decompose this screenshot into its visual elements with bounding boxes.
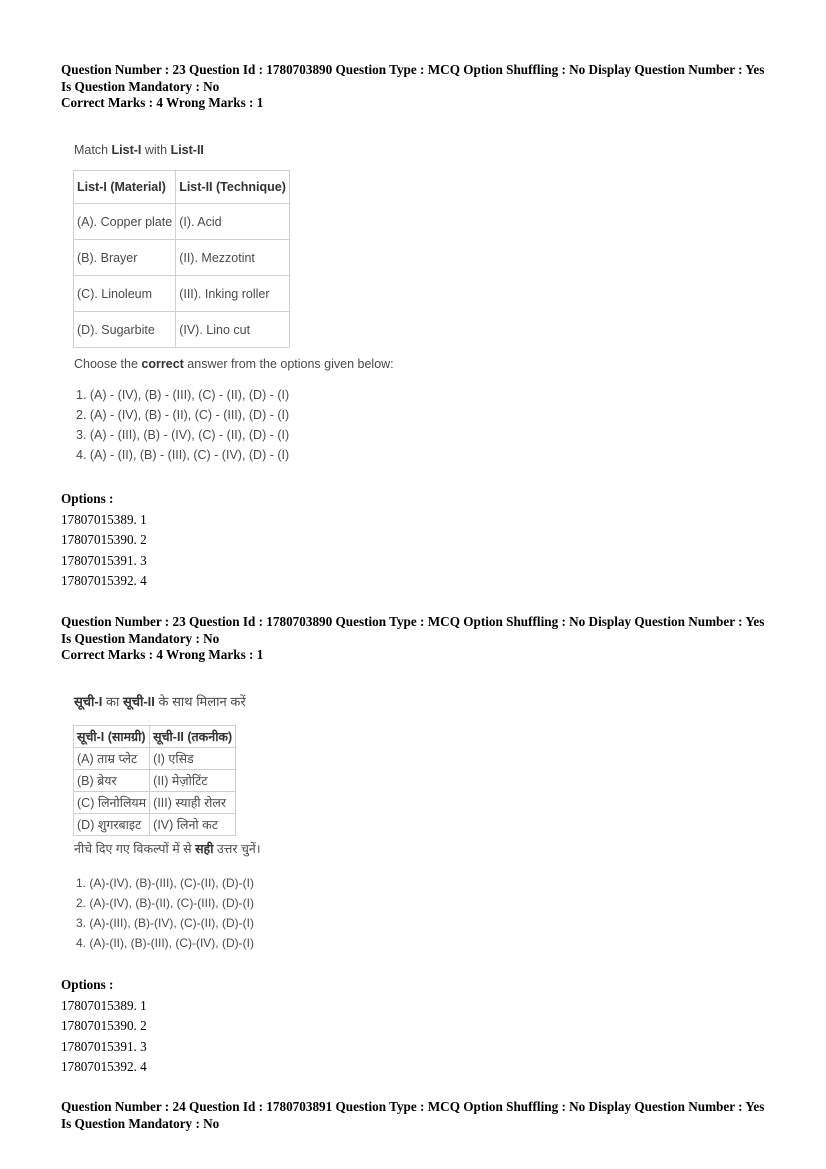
answer-choice: 3. (A) - (III), (B) - (IV), (C) - (II), (D) - (I) — [76, 428, 290, 442]
match-table — [73, 170, 290, 348]
table-row — [74, 814, 236, 836]
question-meta-line: Question Number : 24 Question Id : 1780703891 Question Type : MCQ Option Shuffling : No Display Question Number : Yes — [61, 1099, 765, 1114]
answer-choices — [76, 873, 254, 953]
table-cell: (III) स्याही रोलर — [150, 792, 236, 814]
match-table — [73, 725, 236, 836]
table-cell: (I). Acid — [176, 204, 290, 240]
table-cell: (D). Sugarbite — [74, 312, 176, 348]
question-prompt: सूची-I का सूची-II के साथ मिलान करें — [74, 694, 246, 709]
answer-choice: 1. (A) - (IV), (B) - (III), (C) - (II), (D) - (I) — [76, 388, 290, 402]
table-row — [74, 204, 290, 240]
table-row — [74, 770, 236, 792]
options-list — [61, 975, 147, 1078]
option-item: 17807015391. 3 — [61, 552, 147, 568]
question-header — [61, 614, 781, 664]
table-cell: (B) ब्रेयर — [74, 770, 150, 792]
table-header-cell: List-I (Material) — [74, 171, 176, 204]
table-row — [74, 312, 290, 348]
table-cell: (D) शुगरबाइट — [74, 814, 150, 836]
answer-choice: 4. (A)-(II), (B)-(III), (C)-(IV), (D)-(I) — [76, 936, 254, 950]
mandatory-line: Is Question Mandatory : No — [61, 78, 220, 94]
options-list — [61, 489, 147, 592]
table-row — [74, 240, 290, 276]
mandatory-line: Is Question Mandatory : No — [61, 1115, 220, 1131]
table-cell: (C) लिनोलियम — [74, 792, 150, 814]
table-cell: (IV). Lino cut — [176, 312, 290, 348]
table-row — [74, 792, 236, 814]
option-item: 17807015392. 4 — [61, 573, 147, 589]
table-header-cell: सूची-II (तकनीक) — [150, 726, 236, 748]
question-meta-line: Question Number : 23 Question Id : 1780703890 Question Type : MCQ Option Shuffling : No Display Question Number : Yes — [61, 614, 765, 629]
question-header — [61, 62, 781, 112]
marks-line: Correct Marks : 4 Wrong Marks : 1 — [61, 647, 264, 662]
option-item: 17807015390. 2 — [61, 1018, 147, 1034]
mandatory-line: Is Question Mandatory : No — [61, 630, 220, 646]
option-item: 17807015390. 2 — [61, 532, 147, 548]
table-cell: (A). Copper plate — [74, 204, 176, 240]
table-header-cell: सूची-I (सामग्री) — [74, 726, 150, 748]
option-item: 17807015392. 4 — [61, 1059, 147, 1075]
table-cell: (II) मेज़ोटिंट — [150, 770, 236, 792]
table-header-row — [74, 171, 290, 204]
choose-instruction: नीचे दिए गए विकल्पों में से सही उत्तर चुनें। — [74, 842, 261, 856]
table-row — [74, 276, 290, 312]
table-row — [74, 748, 236, 770]
option-item: 17807015391. 3 — [61, 1038, 147, 1054]
table-cell: (II). Mezzotint — [176, 240, 290, 276]
table-cell: (III). Inking roller — [176, 276, 290, 312]
question-prompt: Match List-I with List-II — [74, 143, 204, 157]
answer-choice: 4. (A) - (II), (B) - (III), (C) - (IV), (D) - (I) — [76, 448, 290, 462]
marks-line: Correct Marks : 4 Wrong Marks : 1 — [61, 95, 264, 110]
table-cell: (IV) लिनो कट — [150, 814, 236, 836]
table-cell: (C). Linoleum — [74, 276, 176, 312]
table-header-cell: List-II (Technique) — [176, 171, 290, 204]
choose-instruction: Choose the correct answer from the options given below: — [74, 357, 394, 371]
table-cell: (I) एसिड — [150, 748, 236, 770]
question-meta-line: Question Number : 23 Question Id : 1780703890 Question Type : MCQ Option Shuffling : No Display Question Number : Yes — [61, 62, 765, 77]
answer-choice: 2. (A) - (IV), (B) - (II), (C) - (III), (D) - (I) — [76, 408, 290, 422]
table-header-row — [74, 726, 236, 748]
option-item: 17807015389. 1 — [61, 997, 147, 1013]
table-cell: (B). Brayer — [74, 240, 176, 276]
question-header — [61, 1099, 781, 1132]
answer-choice: 2. (A)-(IV), (B)-(II), (C)-(III), (D)-(I) — [76, 896, 254, 910]
answer-choice: 1. (A)-(IV), (B)-(III), (C)-(II), (D)-(I) — [76, 876, 254, 890]
answer-choice: 3. (A)-(III), (B)-(IV), (C)-(II), (D)-(I) — [76, 916, 254, 930]
option-item: 17807015389. 1 — [61, 511, 147, 527]
options-label: Options : — [61, 491, 114, 506]
answer-choices — [76, 385, 289, 465]
table-cell: (A) ताम्र प्लेट — [74, 748, 150, 770]
options-label: Options : — [61, 977, 114, 992]
